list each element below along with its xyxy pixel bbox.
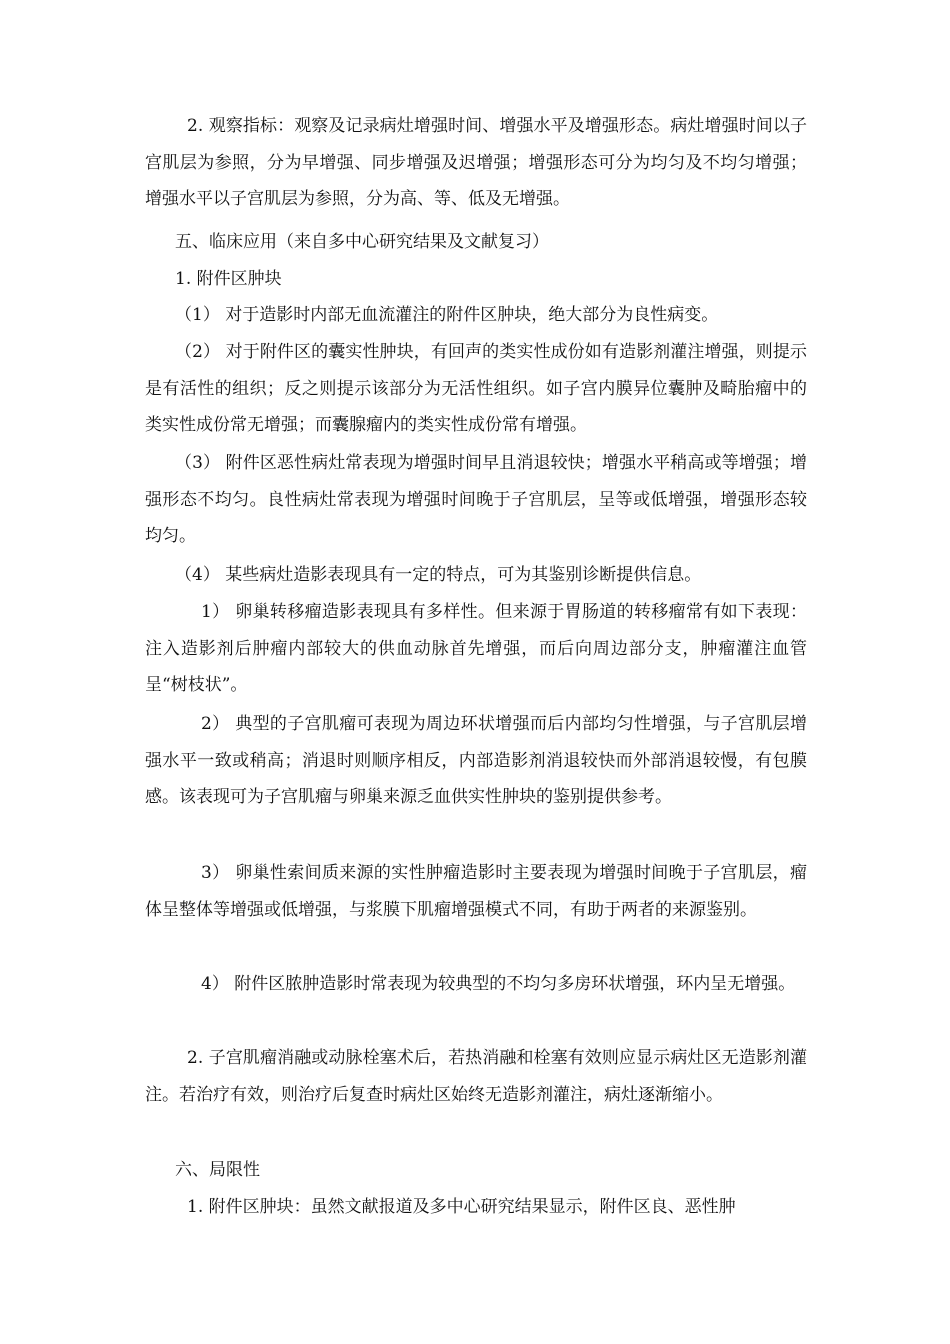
paragraph-item-1: （1） 对于造影时内部无血流灌注的附件区肿块，绝大部分为良性病变。 <box>175 305 719 325</box>
paragraph-fibroid-ablation: 2. 子宫肌瘤消融或动脉栓塞术后，若热消融和栓塞有效则应显示病灶区无造影剂灌注。若治疗有效，则治疗后复查时病灶区始终无造影剂灌注，病灶逐渐缩小。 <box>145 1048 807 1105</box>
paragraph-item-3: （3） 附件区恶性病灶常表现为增强时间早且消退较快；增强水平稍高或等增强；增强形态不均匀。良性病灶常表现为增强时间晚于子宫肌层，呈等或低增强，增强形态较均匀。 <box>145 453 807 546</box>
paragraph-limitation-1: 1. 附件区肿块：虽然文献报道及多中心研究结果显示，附件区良、恶性肿 <box>187 1197 736 1217</box>
paragraph-observation-indicators: 2. 观察指标：观察及记录病灶增强时间、增强水平及增强形态。病灶增强时间以子宫肌层为参照，分为早增强、同步增强及迟增强；增强形态可分为均匀及不均匀增强；增强水平以子宫肌层为参照，分为高、等、低及无增强。 <box>145 116 807 209</box>
paragraph-subitem-3: 3） 卵巢性索间质来源的实性肿瘤造影时主要表现为增强时间晚于子宫肌层，瘤体呈整体等增强或低增强，与浆膜下肌瘤增强模式不同，有助于两者的来源鉴别。 <box>145 863 807 920</box>
paragraph-subitem-4: 4） 附件区脓肿造影时常表现为较典型的不均匀多房环状增强，环内呈无增强。 <box>201 974 796 994</box>
section-heading-limitations: 六、局限性 <box>175 1160 260 1180</box>
paragraph-item-4: （4） 某些病灶造影表现具有一定的特点，可为其鉴别诊断提供信息。 <box>175 565 702 585</box>
section-heading-clinical-application: 五、临床应用（来自多中心研究结果及文献复习） <box>175 232 549 252</box>
paragraph-item-2: （2） 对于附件区的囊实性肿块，有回声的类实性成份如有造影剂灌注增强，则提示是有活性的组织；反之则提示该部分为无活性组织。如子宫内膜异位囊肿及畸胎瘤中的类实性成份常无增强；而囊腺瘤内的类实性成份常有增强。 <box>145 342 807 435</box>
paragraph-subitem-1: 1） 卵巢转移瘤造影表现具有多样性。但来源于胃肠道的转移瘤常有如下表现：注入造影剂后肿瘤内部较大的供血动脉首先增强，而后向周边部分支，肿瘤灌注血管呈“树枝状”。 <box>145 602 807 695</box>
subheading-adnexal-mass: 1. 附件区肿块 <box>175 269 282 289</box>
paragraph-subitem-2: 2） 典型的子宫肌瘤可表现为周边环状增强而后内部均匀性增强，与子宫肌层增强水平一致或稍高；消退时则顺序相反，内部造影剂消退较快而外部消退较慢，有包膜感。该表现可为子宫肌瘤与卵巢来源乏血供实性肿块的鉴别提供参考。 <box>145 714 807 807</box>
